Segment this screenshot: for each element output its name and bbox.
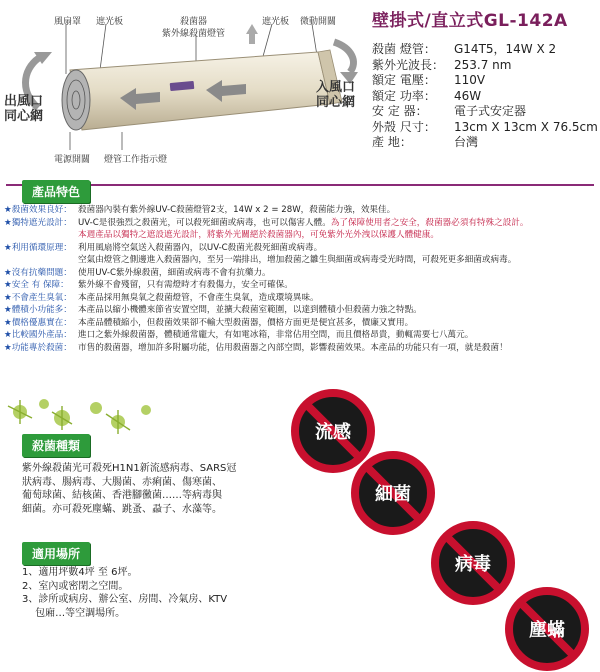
feature-key: ★比較國外產品： [4,330,72,340]
feature-row [4,304,598,317]
feature-key: ★功能專於殺菌： [4,342,72,353]
label-fan-cover: 風扇罩 [54,17,82,27]
feature-key: ★利用循環原理： [4,242,72,253]
spec-row [372,102,526,119]
spec-value: 110V [454,73,486,87]
sterilize-text [22,462,292,516]
feature-value: 市售的殺菌器，增加許多附屬功能，佔用殺菌器之內部空間，影響殺菌效果。本產品的功能只有一項，就是殺菌！ [78,342,508,353]
spec-value: 46W [454,88,482,103]
feature-key: ★獨特遮光設計： [4,217,72,228]
feature-value: 進口之紫外線殺菌器，體積通常龐大，有如電冰箱，非常佔用空間，而且價格昂貴，動輒需要七八萬元。 [78,330,474,340]
feature-value: 本產品以縮小機體來節省安置空間，並擴大殺菌室範圍，以達到體積小但殺菌力強之特點。 [78,305,422,315]
feature-value: UV-C是很強烈之殺菌光，可以殺死細菌或病毒，也可以傷害人體。 [78,217,331,228]
spec-key: 安 定 器： [372,104,428,118]
feature-row [4,217,598,230]
sterilize-tag: 殺菌種類 [22,434,90,457]
feature-key: ★價格優惠實在： [4,317,72,328]
label-shade-left: 遮光板 [96,17,124,27]
feature-key: ★安全 有 保障： [4,280,69,290]
spec-key: 額定 功率： [372,88,436,103]
label-indicator: 燈管工作指示燈 [104,155,168,165]
feature-key: ★沒有抗藥問題： [4,267,72,278]
spec-row [372,133,478,150]
sterilize-line: 葡萄球菌、結核菌、香港腳黴菌……等病毒與 [22,490,222,501]
feature-row [4,342,598,355]
feature-row [4,279,598,292]
feature-value: 使用UV-C紫外線殺菌，細菌或病毒不會有抗藥力。 [78,267,271,278]
places-tag: 適用場所 [22,542,90,565]
spec-key: 殺菌 燈管： [372,42,436,56]
feature-row [4,267,598,280]
label-outlet: 出風口 同心網 [4,94,44,124]
feature-key: ★體積小功能多： [4,305,72,315]
no-sign-label: 細菌 [375,484,411,505]
spec-key: 紫外光波長： [372,57,445,72]
no-sign [504,586,590,672]
spec-row [372,71,485,88]
features-list [4,204,598,354]
places-text [22,566,292,620]
spec-row [372,40,556,57]
feature-value: 空氣由燈管之側邊進入殺菌器內，至另一端排出，增加殺菌之雛生與細菌或病毒受光時間，可殺死更多細菌或病毒。 [78,255,517,265]
no-sign-label: 流感 [315,422,351,443]
no-sign-label: 病毒 [455,554,491,575]
label-shade-right: 遮光板 [262,17,290,27]
label-inlet: 入風口 同心網 [316,80,356,110]
spec-value: 13cm X 13cm X 76.5cm [454,119,598,134]
spec-key: 外殼 尺寸： [372,119,436,134]
feature-row [4,229,598,242]
feature-warning: 本週產品以獨特之遮設遮光設計，將紫外光關絕於殺菌器內，可免紫外光外洩以保護人體健康。 [78,230,439,240]
feature-warning: 為了保障使用者之安全，殺菌器必須有特殊之設計。 [330,217,529,228]
label-uv-tube: 紫外線殺菌燈管 [162,29,226,39]
feature-row [4,204,598,217]
feature-row [4,292,598,305]
product-title: 壁掛式/直立式GL-142A [372,11,568,31]
sterilize-line: 紫外線殺菌光可殺死H1N1新流感病毒、SARS冠 [22,463,237,474]
spec-value: G14T5，14W X 2 [454,42,557,56]
sterilize-line: 狀病毒、腸病毒、大腸菌、赤痢菌、傷寒菌、 [22,476,222,488]
product-diagram [0,0,370,178]
label-micro-switch: 微動開關 [300,17,337,27]
spec-value: 電子式安定器 [454,104,527,118]
spec-value: 台灣 [454,135,479,149]
feature-row [4,242,598,255]
feature-row [4,317,598,330]
place-line: 3、診所或病房、辦公室、房間、冷氣房、KTV [22,594,228,605]
spec-value: 253.7 nm [454,57,512,72]
place-line: 包廂…等空調場所。 [22,607,126,619]
no-sign-label: 塵蟎 [529,620,565,641]
spec-row [372,118,598,135]
feature-row [4,329,598,342]
label-sterilizer: 殺菌器 [180,17,208,27]
feature-value: 利用風扇將空氣送入殺菌器內，以UV-C殺菌光殺死細菌或病毒。 [78,242,323,253]
feature-key: ★不會產生臭氧： [4,292,72,303]
feature-key: ★殺菌效果良好： [4,205,72,215]
divider [6,184,594,186]
spec-key: 產 地： [372,135,412,149]
place-line: 2、室內或密閉之空間。 [22,580,129,592]
feature-value: 本產品採用無臭氧之殺菌燈管，不會產生臭氧，造成環境異味。 [78,292,319,303]
no-sign [350,450,436,536]
feature-value: 殺菌器內裝有紫外線UV-C殺菌燈管2支，14W x 2 = 28W，殺菌能力強，效果佳。 [78,205,396,215]
feature-value: 紫外線不會殘留，只有需燈時才有殺傷力，安全可確保。 [78,280,293,290]
place-line: 1、適用坪數4坪 至 6坪。 [22,567,138,578]
sterilize-line: 細菌。亦可殺死塵蟎、跳蚤、蝨子、水藻等。 [22,503,222,515]
spec-row [372,56,511,73]
spec-key: 額定 電壓： [372,73,436,87]
spec-row [372,87,481,104]
feature-row [4,254,598,267]
features-tag: 產品特色 [22,180,90,203]
label-power-switch: 電源開關 [54,155,91,165]
feature-value: 本產品體積縮小，但殺菌效果卻不輸大型殺菌器，價格方面更是便宜甚多，價廉又實用。 [78,317,414,328]
